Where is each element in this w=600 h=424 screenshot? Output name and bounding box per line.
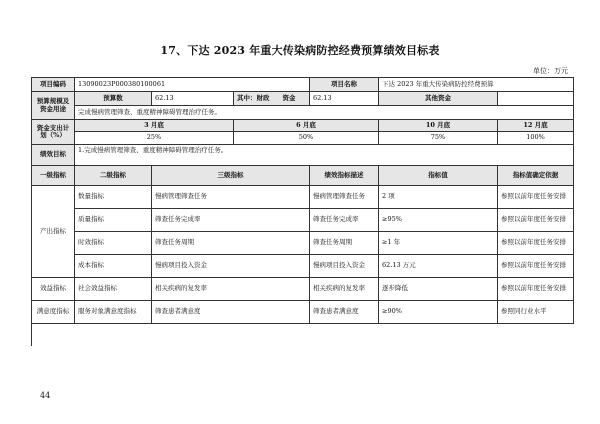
table-row-desc: 慢病项目投入资金 — [310, 255, 379, 278]
goal-label: 绩效目标 — [32, 145, 75, 166]
other-fund-value — [498, 92, 574, 106]
table-row-basis: 参照同行业水平 — [498, 301, 574, 324]
header-level2: 二级指标 — [75, 166, 152, 186]
plan-value-q3: 75% — [379, 132, 498, 145]
table-row-l3: 慢病管理筛查任务 — [152, 186, 310, 209]
table-row-desc: 筛查任务周期 — [310, 232, 379, 255]
fund-usage-text: 完成慢病管理筛查、重度精神障碍管理治疗任务。 — [75, 106, 574, 120]
table-row-basis: 参照以前年度任务安排 — [498, 255, 574, 278]
table-row-basis: 参照以前年度任务安排 — [498, 278, 574, 301]
project-code-value: 13090023P000380100061 — [75, 78, 310, 92]
plan-header-q1: 3 月底 — [75, 120, 234, 132]
table-row-l3: 筛查任务周期 — [152, 232, 310, 255]
group-output: 产出指标 — [32, 186, 75, 278]
header-level1: 一级指标 — [32, 166, 75, 186]
page-title: 17、下达 2023 年重大传染病防控经费预算绩效目标表 — [160, 44, 440, 57]
project-name-label: 项目名称 — [310, 78, 379, 92]
plan-value-q1: 25% — [75, 132, 234, 145]
table-row-l2: 服务对象满意度指标 — [75, 301, 152, 324]
plan-header-q4: 12 月底 — [498, 120, 574, 132]
header-value: 指标值 — [379, 166, 498, 186]
table-row-basis: 参照以前年度任务安排 — [498, 232, 574, 255]
header-level3: 三级指标 — [152, 166, 310, 186]
plan-header-q3: 10 月底 — [379, 120, 498, 132]
table-row-value: ≥1 年 — [379, 232, 498, 255]
budget-label: 预算数 — [75, 92, 152, 106]
plan-value-q4: 100% — [498, 132, 574, 145]
table-row-value: 逐步降低 — [379, 278, 498, 301]
other-fund-label: 其他资金 — [379, 92, 498, 106]
spending-plan-label: 资金支出计划（%） — [32, 120, 75, 145]
table-row-desc: 筛查患者满意度 — [310, 301, 379, 324]
table-row-l2: 时效指标 — [75, 232, 152, 255]
table-row-value: 2 项 — [379, 186, 498, 209]
header-desc: 绩效指标描述 — [310, 166, 379, 186]
project-name-value: 下达 2023 年重大传染病防控经费预算 — [379, 78, 574, 92]
table-row-l3: 筛查患者满意度 — [152, 301, 310, 324]
table-row-l3: 相关疾病的复发率 — [152, 278, 310, 301]
budget-value: 62.13 — [152, 92, 234, 106]
table-row-desc: 筛查任务完成率 — [310, 209, 379, 232]
budget-purpose-label: 预算规模及资金用途 — [32, 92, 75, 120]
table-row-desc: 慢病管理筛查任务 — [310, 186, 379, 209]
performance-table — [31, 77, 574, 346]
table-row-l2: 数量指标 — [75, 186, 152, 209]
table-row-l3: 慢病项目投入资金 — [152, 255, 310, 278]
table-row-value: ≥95% — [379, 209, 498, 232]
table-row-l3: 筛查任务完成率 — [152, 209, 310, 232]
table-row-desc: 相关疾病的复发率 — [310, 278, 379, 301]
project-code-label: 项目编码 — [32, 78, 75, 92]
group-benefit: 效益指标 — [32, 278, 75, 301]
table-row-basis: 参照以前年度任务安排 — [498, 209, 574, 232]
group-satisfaction: 满意度指标 — [32, 301, 75, 324]
table-row-basis: 参照以前年度任务安排 — [498, 186, 574, 209]
finance-fund-value: 62.13 — [310, 92, 379, 106]
finance-fund-label: 其中：财政 资金 — [234, 92, 310, 106]
header-basis: 指标值确定依据 — [498, 166, 574, 186]
table-row-l2: 质量指标 — [75, 209, 152, 232]
plan-header-q2: 6 月底 — [234, 120, 379, 132]
page-number: 44 — [40, 391, 51, 400]
goal-text: 1.完成慢病管理筛查、重度精神障碍管理治疗任务。 — [75, 145, 574, 166]
table-row-l2: 社会效益指标 — [75, 278, 152, 301]
plan-value-q2: 50% — [234, 132, 379, 145]
unit-label: 单位：万元 — [533, 67, 568, 75]
table-row-value: 62.13 万元 — [379, 255, 498, 278]
table-row-l2: 成本指标 — [75, 255, 152, 278]
table-row-value: ≥90% — [379, 301, 498, 324]
